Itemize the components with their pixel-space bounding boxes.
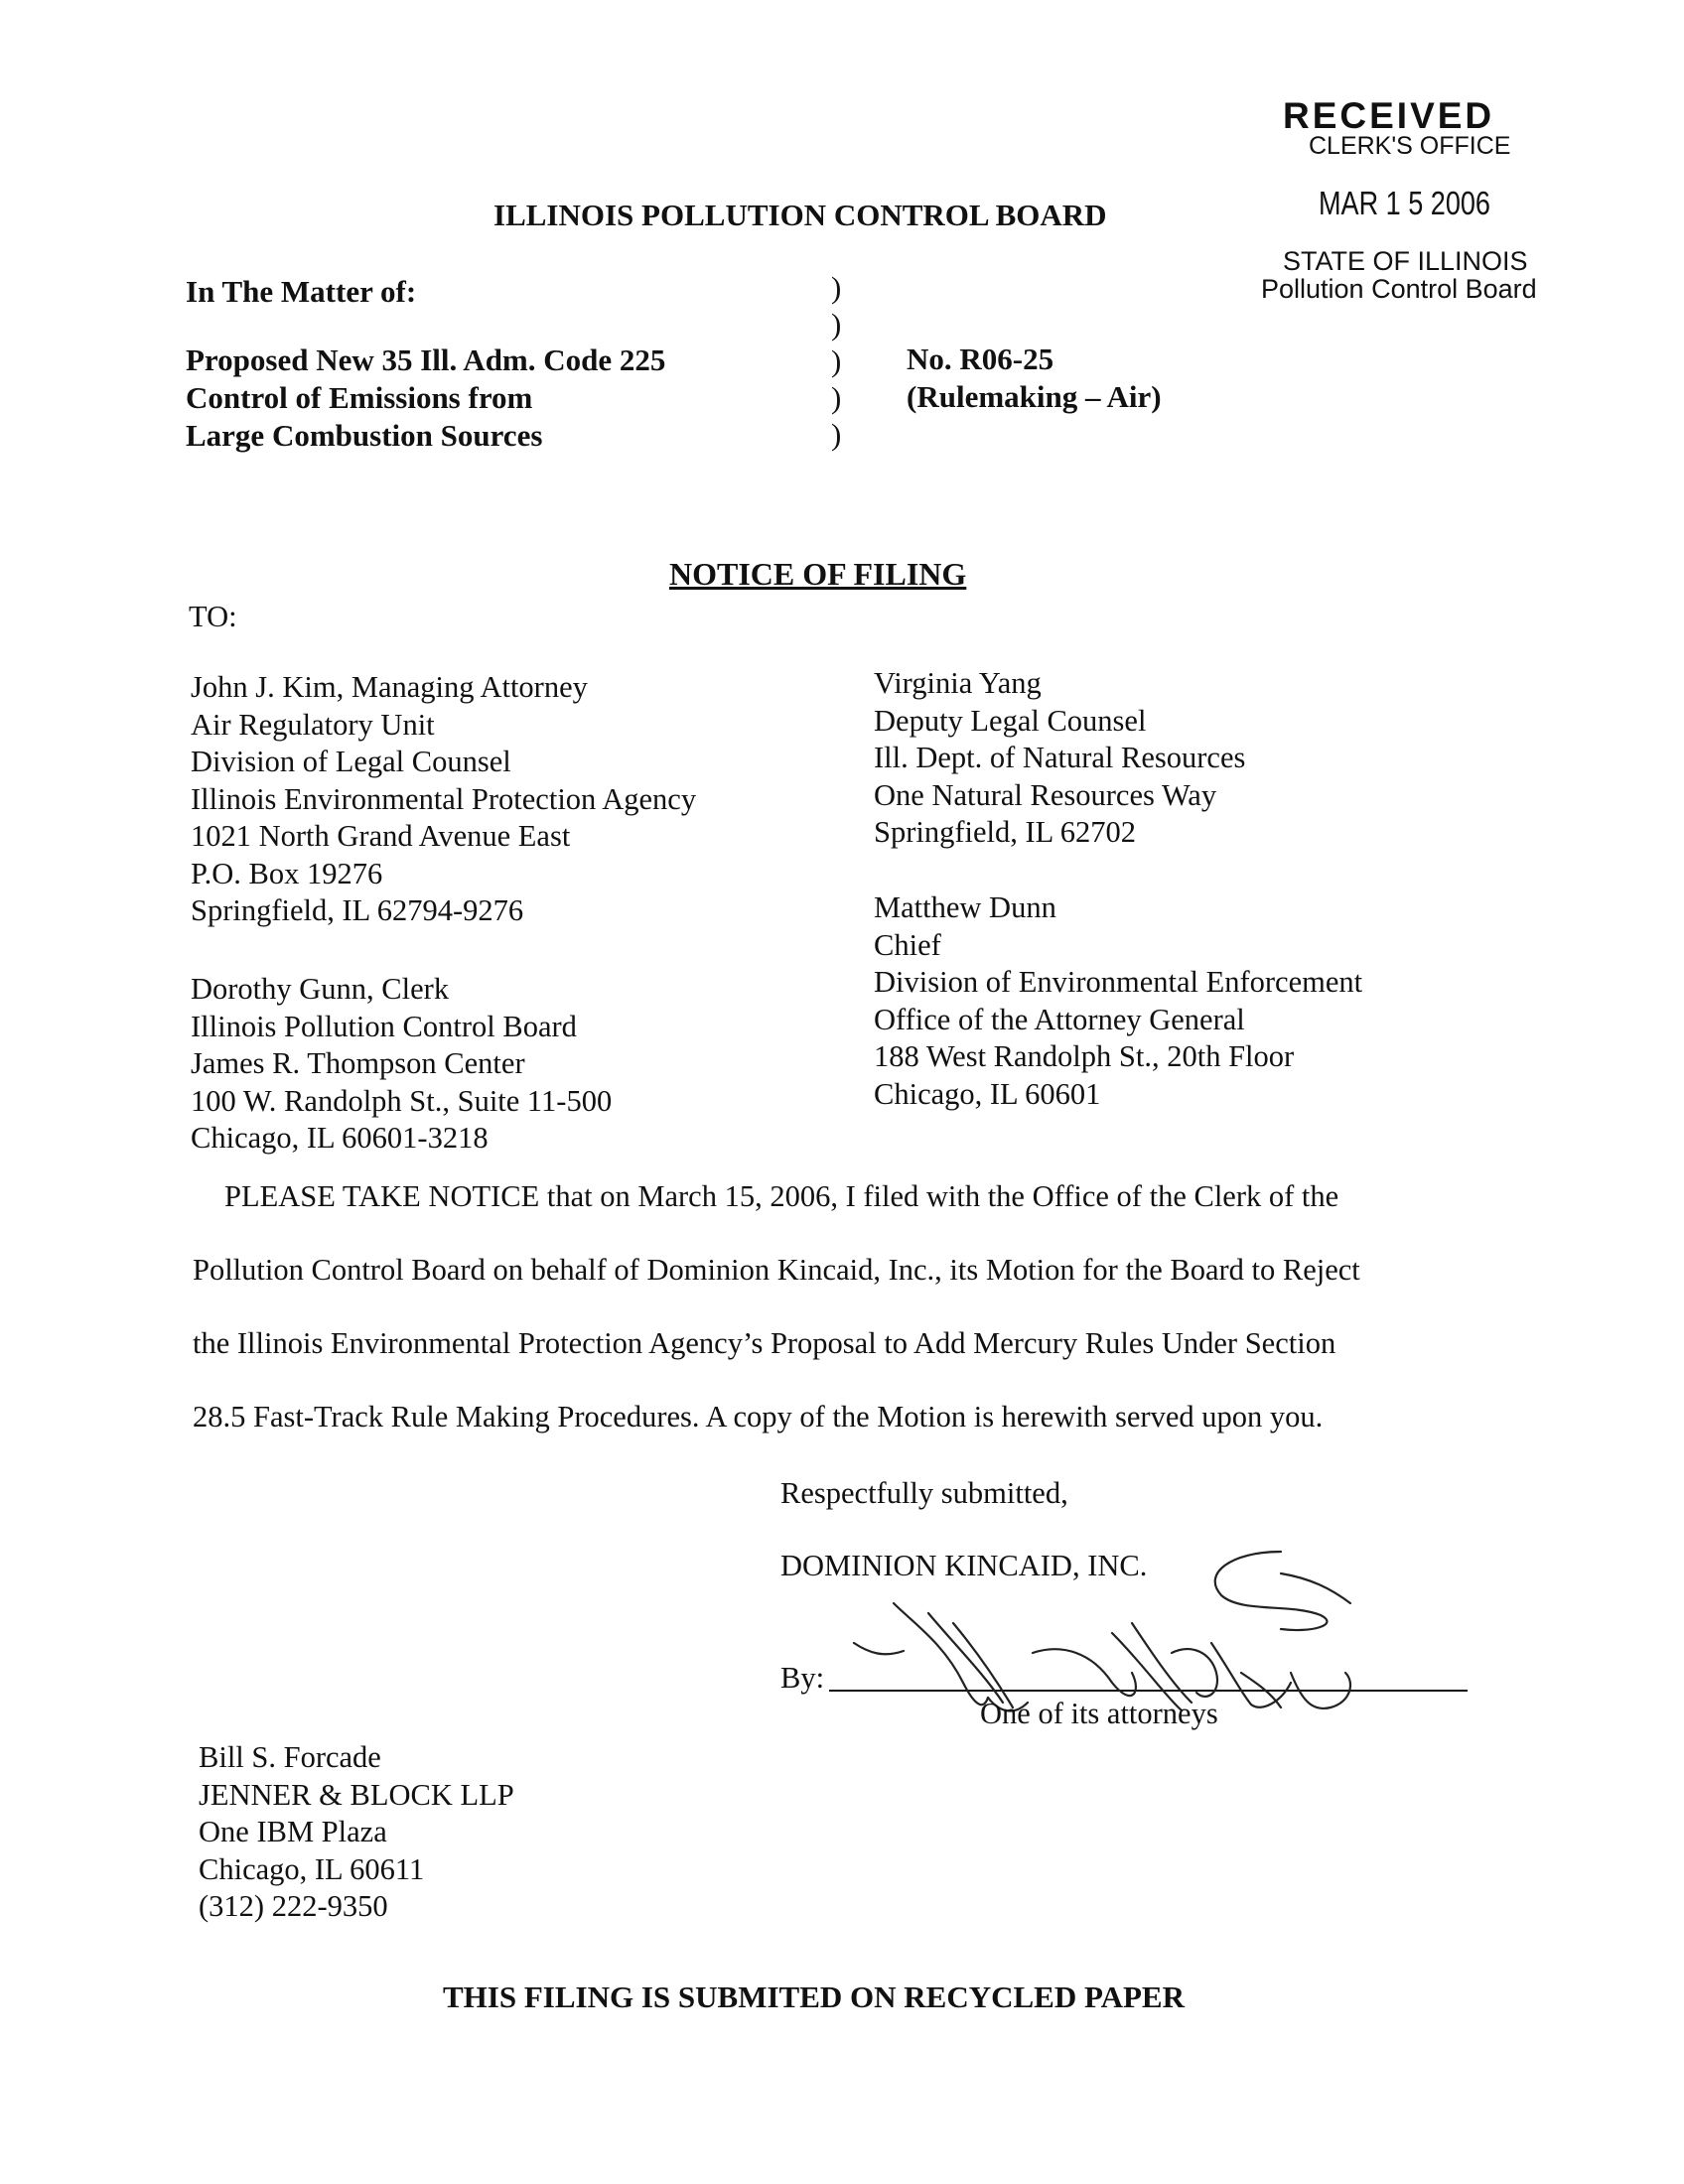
address-line: John J. Kim, Managing Attorney — [191, 670, 588, 704]
address-line: 100 W. Randolph St., Suite 11-500 — [191, 1083, 613, 1118]
address-line: Chicago, IL 60601 — [874, 1076, 1101, 1111]
counsel-block — [199, 1739, 514, 1926]
signer-role: One of its attorneys — [980, 1697, 1218, 1730]
body-line: Pollution Control Board on behalf of Dominion Kincaid, Inc., its Motion for the Board to Reject — [193, 1253, 1360, 1287]
stamp-date: MAR 1 5 2006 — [1319, 185, 1490, 221]
counsel-line: One IBM Plaza — [199, 1815, 387, 1848]
address-line: Office of the Attorney General — [874, 1002, 1245, 1036]
address-line: Deputy Legal Counsel — [874, 703, 1147, 738]
docket-number: No. R06-25 — [907, 341, 1054, 376]
address-line: 188 West Randolph St., 20th Floor — [874, 1039, 1295, 1073]
board-title: ILLINOIS POLLUTION CONTROL BOARD — [493, 198, 1107, 232]
proposal-line: Control of Emissions from — [186, 380, 533, 415]
by-label: By: — [780, 1661, 825, 1695]
matter-label: In The Matter of: — [186, 274, 417, 309]
paren: ) — [831, 380, 842, 415]
address-line: One Natural Resources Way — [874, 777, 1217, 812]
counsel-line: Chicago, IL 60611 — [199, 1851, 425, 1886]
address-line: Chief — [874, 927, 941, 962]
address-line: Ill. Dept. of Natural Resources — [874, 741, 1246, 774]
address-line: Division of Legal Counsel — [191, 745, 511, 778]
address-line: Springfield, IL 62794-9276 — [191, 893, 524, 927]
body-line: 28.5 Fast-Track Rule Making Procedures. A copy of the Motion is herewith served upon you. — [193, 1400, 1324, 1433]
address-line: Virginia Yang — [874, 666, 1042, 700]
stamp-received: RECEIVED — [1283, 95, 1495, 136]
recycled-paper-footer: THIS FILING IS SUBMITED ON RECYCLED PAPER — [443, 1979, 1185, 2014]
address-line: Illinois Environmental Protection Agency — [191, 781, 697, 816]
address-line: Springfield, IL 62702 — [874, 815, 1137, 849]
proposal-line: Proposed New 35 Ill. Adm. Code 225 — [186, 342, 666, 377]
body-line: the Illinois Environmental Protection Agency’s Proposal to Add Mercury Rules Under Section — [193, 1326, 1336, 1360]
body-line: PLEASE TAKE NOTICE that on March 15, 2006, I filed with the Office of the Clerk of the — [224, 1179, 1339, 1213]
address-line: Illinois Pollution Control Board — [191, 1009, 577, 1043]
address-line: Division of Environmental Enforcement — [874, 965, 1363, 999]
address-line: James R. Thompson Center — [191, 1046, 525, 1080]
docket-type: (Rulemaking – Air) — [907, 379, 1162, 414]
address-line: Matthew Dunn — [874, 890, 1056, 924]
counsel-line: JENNER & BLOCK LLP — [199, 1777, 514, 1812]
to-label: TO: — [189, 600, 237, 633]
address-line: 1021 North Grand Avenue East — [191, 819, 571, 853]
closing: Respectfully submitted, — [780, 1476, 1068, 1510]
stamp-office: CLERK'S OFFICE — [1309, 132, 1511, 160]
company-name: DOMINION KINCAID, INC. — [780, 1549, 1148, 1582]
proposal-line: Large Combustion Sources — [186, 418, 543, 453]
address-line: Chicago, IL 60601-3218 — [191, 1121, 489, 1155]
counsel-line: Bill S. Forcade — [199, 1740, 381, 1774]
paren: ) — [831, 270, 842, 305]
address-line: Dorothy Gunn, Clerk — [191, 972, 450, 1006]
address-line: Air Regulatory Unit — [191, 707, 435, 742]
address-line: P.O. Box 19276 — [191, 856, 383, 890]
paren: ) — [831, 307, 842, 341]
paren: ) — [831, 417, 842, 452]
paren: ) — [831, 343, 842, 378]
notice-title: NOTICE OF FILING — [669, 556, 967, 592]
stamp-state: STATE OF ILLINOIS — [1283, 246, 1528, 276]
counsel-line: (312) 222-9350 — [199, 1889, 388, 1923]
stamp-board: Pollution Control Board — [1261, 274, 1537, 304]
